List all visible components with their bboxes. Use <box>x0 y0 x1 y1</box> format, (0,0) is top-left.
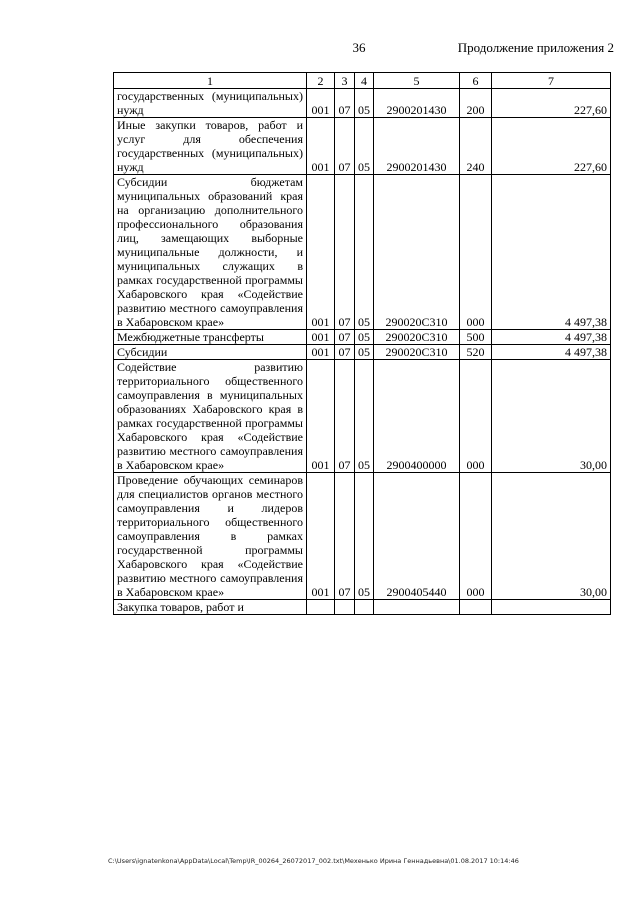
footer-file-path: C:\Users\ignatenkona\AppData\Local\Temp\IR_00264_26072017_002.txt\Мехенько Ирина Геннадьевна\01.08.2017 10:14:46 <box>108 857 519 865</box>
column-header: 6 <box>460 73 492 89</box>
row-amount <box>492 600 611 615</box>
row-code-3: 07 <box>335 118 355 175</box>
row-code-4: 05 <box>355 118 374 175</box>
row-amount: 4 497,38 <box>492 330 611 345</box>
row-code-4: 05 <box>355 345 374 360</box>
row-name: Проведение обучающих семинаров для специалистов органов местного самоуправления и лидеров территориального общественного самоуправления в рамках государственной программы Хабаровского края «Содействие развитию местного самоуправления в Хабаровском крае» <box>114 473 307 600</box>
row-amount: 227,60 <box>492 89 611 118</box>
row-code-5: 2900201430 <box>374 89 460 118</box>
column-header: 1 <box>114 73 307 89</box>
row-code-4: 05 <box>355 175 374 330</box>
row-code-5: 2900400000 <box>374 360 460 473</box>
row-amount: 4 497,38 <box>492 175 611 330</box>
column-header: 5 <box>374 73 460 89</box>
row-name: Субсидии <box>114 345 307 360</box>
row-code-5 <box>374 600 460 615</box>
row-code-6 <box>460 600 492 615</box>
column-header: 2 <box>307 73 335 89</box>
row-amount: 227,60 <box>492 118 611 175</box>
row-code-4: 05 <box>355 330 374 345</box>
row-code-3: 07 <box>335 330 355 345</box>
row-code-4: 05 <box>355 360 374 473</box>
row-code-2: 001 <box>307 330 335 345</box>
row-amount: 30,00 <box>492 473 611 600</box>
row-code-5: 290020С310 <box>374 345 460 360</box>
table-row <box>114 473 611 600</box>
row-code-2: 001 <box>307 473 335 600</box>
table-row <box>114 600 611 615</box>
row-name: Межбюджетные трансферты <box>114 330 307 345</box>
page-number: 36 <box>352 40 366 55</box>
row-code-4 <box>355 600 374 615</box>
row-name: Содействие развитию территориального общественного самоуправления в муниципальных образованиях Хабаровского края в рамках государственной программы Хабаровского края «Содействие развитию местного самоуправления в Хабаровском крае» <box>114 360 307 473</box>
budget-table <box>113 72 611 615</box>
row-code-6: 520 <box>460 345 492 360</box>
row-code-6: 000 <box>460 473 492 600</box>
row-code-6: 500 <box>460 330 492 345</box>
row-code-2: 001 <box>307 345 335 360</box>
column-header-row <box>114 73 611 89</box>
row-amount: 4 497,38 <box>492 345 611 360</box>
row-code-2: 001 <box>307 118 335 175</box>
row-code-4: 05 <box>355 89 374 118</box>
row-name: Закупка товаров, работ и <box>114 600 307 615</box>
table-row <box>114 118 611 175</box>
row-code-6: 000 <box>460 175 492 330</box>
row-code-6: 200 <box>460 89 492 118</box>
row-name: Субсидии бюджетам муниципальных образований края на организацию дополнительного профессионального образования лиц, замещающих выборные муниципальные должности, и муниципальных служащих в рамках государственной программы Хабаровского края «Содействие развитию местного самоуправления в Хабаровском крае» <box>114 175 307 330</box>
row-code-3: 07 <box>335 360 355 473</box>
table-row <box>114 345 611 360</box>
row-code-5: 2900201430 <box>374 118 460 175</box>
row-code-3: 07 <box>335 175 355 330</box>
row-code-6: 240 <box>460 118 492 175</box>
column-header: 4 <box>355 73 374 89</box>
row-code-5: 290020С310 <box>374 175 460 330</box>
row-code-2: 001 <box>307 360 335 473</box>
row-code-3: 07 <box>335 345 355 360</box>
row-code-6: 000 <box>460 360 492 473</box>
row-code-2: 001 <box>307 175 335 330</box>
row-code-5: 2900405440 <box>374 473 460 600</box>
row-code-3: 07 <box>335 89 355 118</box>
row-amount: 30,00 <box>492 360 611 473</box>
row-code-2 <box>307 600 335 615</box>
row-code-3 <box>335 600 355 615</box>
column-header: 3 <box>335 73 355 89</box>
table-row <box>114 360 611 473</box>
table-row <box>114 330 611 345</box>
row-name: Иные закупки товаров, работ и услуг для обеспечения государственных (муниципальных) нужд <box>114 118 307 175</box>
table-row <box>114 175 611 330</box>
row-code-3: 07 <box>335 473 355 600</box>
table-row <box>114 89 611 118</box>
column-header: 7 <box>492 73 611 89</box>
row-code-5: 290020С310 <box>374 330 460 345</box>
continuation-note: Продолжение приложения 2 <box>457 40 614 55</box>
row-code-2: 001 <box>307 89 335 118</box>
row-name: государственных (муниципальных) нужд <box>114 89 307 118</box>
row-code-4: 05 <box>355 473 374 600</box>
